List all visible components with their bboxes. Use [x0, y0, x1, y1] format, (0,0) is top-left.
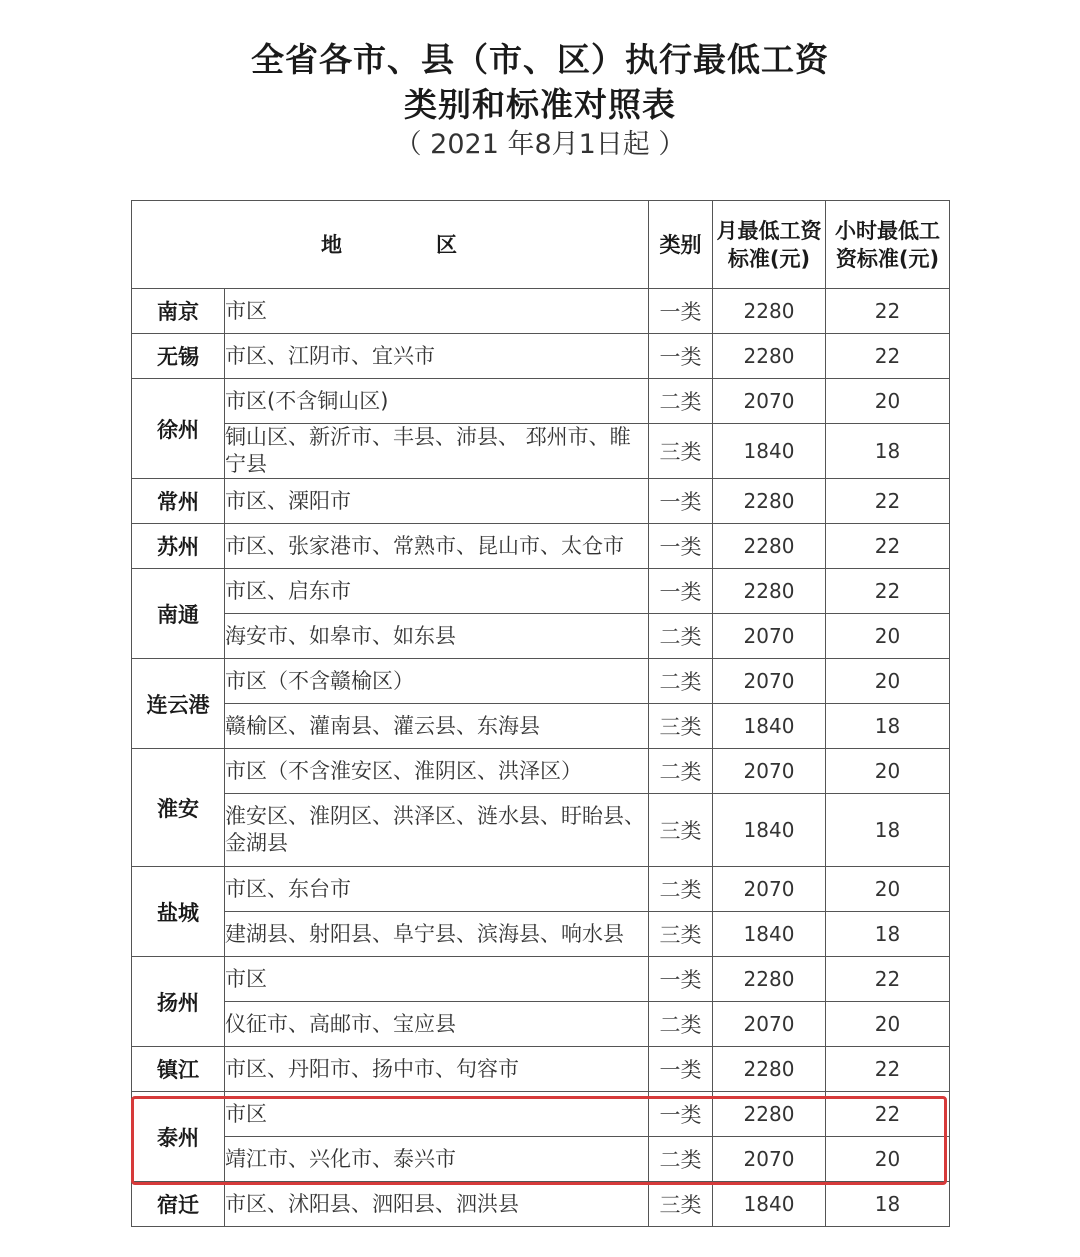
area-list: 市区（不含赣榆区） [225, 659, 649, 704]
header-monthly: 月最低工资标准(元) [713, 201, 826, 289]
monthly-wage-value: 2070 [713, 1137, 826, 1182]
category-value: 一类 [649, 957, 713, 1002]
area-list: 市区、张家港市、常熟市、昆山市、太仓市 [225, 524, 649, 569]
monthly-wage-value: 2070 [713, 379, 826, 424]
area-list: 市区、启东市 [225, 569, 649, 614]
hourly-wage-value: 22 [826, 569, 950, 614]
category-value: 一类 [649, 479, 713, 524]
monthly-wage-value: 2070 [713, 867, 826, 912]
table-row [132, 1002, 950, 1047]
table-row [132, 912, 950, 957]
table-row [132, 334, 950, 379]
table-row [132, 794, 950, 867]
area-list: 市区、沭阳县、泗阳县、泗洪县 [225, 1182, 649, 1227]
highlight-box-taizhou [131, 1096, 947, 1185]
monthly-wage-value: 1840 [713, 424, 826, 479]
city-name: 徐州 [132, 379, 225, 479]
category-value: 二类 [649, 867, 713, 912]
hourly-wage-value: 20 [826, 659, 950, 704]
table-row [132, 704, 950, 749]
table-row [132, 749, 950, 794]
table-row [132, 1047, 950, 1092]
hourly-wage-value: 20 [826, 614, 950, 659]
area-list: 建湖县、射阳县、阜宁县、滨海县、响水县 [225, 912, 649, 957]
category-value: 二类 [649, 659, 713, 704]
area-list: 市区、丹阳市、扬中市、句容市 [225, 1047, 649, 1092]
category-value: 二类 [649, 614, 713, 659]
monthly-wage-value: 2280 [713, 957, 826, 1002]
hourly-wage-value: 20 [826, 749, 950, 794]
area-list: 靖江市、兴化市、泰兴市 [225, 1137, 649, 1182]
city-name: 镇江 [132, 1047, 225, 1092]
hourly-wage-value: 20 [826, 379, 950, 424]
monthly-wage-value: 2280 [713, 1092, 826, 1137]
table-row [132, 379, 950, 424]
city-name: 南通 [132, 569, 225, 659]
monthly-wage-value: 2280 [713, 524, 826, 569]
area-list: 市区 [225, 1092, 649, 1137]
area-list: 市区（不含淮安区、淮阴区、洪泽区） [225, 749, 649, 794]
monthly-wage-value: 2070 [713, 749, 826, 794]
header-hourly: 小时最低工资标准(元) [826, 201, 950, 289]
category-value: 三类 [649, 794, 713, 867]
monthly-wage-value: 2070 [713, 614, 826, 659]
city-name: 宿迁 [132, 1182, 225, 1227]
hourly-wage-value: 22 [826, 1092, 950, 1137]
monthly-wage-value: 2070 [713, 1002, 826, 1047]
hourly-wage-value: 22 [826, 479, 950, 524]
header-category: 类别 [649, 201, 713, 289]
monthly-wage-value: 1840 [713, 704, 826, 749]
hourly-wage-value: 22 [826, 289, 950, 334]
area-list: 仪征市、高邮市、宝应县 [225, 1002, 649, 1047]
monthly-wage-value: 2280 [713, 569, 826, 614]
table-row [132, 479, 950, 524]
hourly-wage-value: 22 [826, 1047, 950, 1092]
category-value: 一类 [649, 524, 713, 569]
monthly-wage-value: 2280 [713, 1047, 826, 1092]
monthly-wage-value: 2280 [713, 334, 826, 379]
city-name: 连云港 [132, 659, 225, 749]
city-name: 南京 [132, 289, 225, 334]
hourly-wage-value: 18 [826, 424, 950, 479]
category-value: 三类 [649, 704, 713, 749]
category-value: 二类 [649, 379, 713, 424]
city-name: 盐城 [132, 867, 225, 957]
area-list: 市区、溧阳市 [225, 479, 649, 524]
hourly-wage-value: 20 [826, 1002, 950, 1047]
hourly-wage-value: 20 [826, 1137, 950, 1182]
table-row [132, 424, 950, 479]
monthly-wage-value: 1840 [713, 794, 826, 867]
category-value: 一类 [649, 289, 713, 334]
area-list: 市区、江阴市、宜兴市 [225, 334, 649, 379]
category-value: 二类 [649, 1002, 713, 1047]
category-value: 一类 [649, 1047, 713, 1092]
area-list: 市区 [225, 289, 649, 334]
hourly-wage-value: 20 [826, 867, 950, 912]
area-list: 海安市、如皋市、如东县 [225, 614, 649, 659]
area-list: 铜山区、新沂市、丰县、沛县、 邳州市、睢宁县 [225, 424, 649, 479]
city-name: 常州 [132, 479, 225, 524]
category-value: 三类 [649, 1182, 713, 1227]
city-name: 苏州 [132, 524, 225, 569]
table-row [132, 659, 950, 704]
hourly-wage-value: 18 [826, 794, 950, 867]
hourly-wage-value: 18 [826, 1182, 950, 1227]
area-list: 市区、东台市 [225, 867, 649, 912]
category-value: 一类 [649, 334, 713, 379]
hourly-wage-value: 22 [826, 524, 950, 569]
city-name: 无锡 [132, 334, 225, 379]
monthly-wage-value: 1840 [713, 912, 826, 957]
hourly-wage-value: 22 [826, 957, 950, 1002]
category-value: 二类 [649, 749, 713, 794]
minimum-wage-table [131, 200, 950, 1227]
table-row [132, 1182, 950, 1227]
city-name: 泰州 [132, 1092, 225, 1182]
table-body [132, 289, 950, 1227]
hourly-wage-value: 18 [826, 704, 950, 749]
table-row [132, 569, 950, 614]
monthly-wage-value: 2070 [713, 659, 826, 704]
monthly-wage-value: 2280 [713, 479, 826, 524]
hourly-wage-value: 22 [826, 334, 950, 379]
page-title-line2: 类别和标准对照表 [404, 85, 676, 124]
table-header-row [132, 201, 950, 289]
header-region: 地 区 [132, 201, 649, 289]
category-value: 三类 [649, 912, 713, 957]
table-row [132, 614, 950, 659]
monthly-wage-value: 1840 [713, 1182, 826, 1227]
table-row [132, 867, 950, 912]
table-row [132, 289, 950, 334]
category-value: 一类 [649, 569, 713, 614]
table-row [132, 957, 950, 1002]
area-list: 市区 [225, 957, 649, 1002]
area-list: 淮安区、淮阴区、洪泽区、涟水县、盱眙县、金湖县 [225, 794, 649, 867]
city-name: 扬州 [132, 957, 225, 1047]
category-value: 三类 [649, 424, 713, 479]
category-value: 二类 [649, 1137, 713, 1182]
area-list: 市区(不含铜山区) [225, 379, 649, 424]
page-title-line1: 全省各市、县（市、区）执行最低工资 [251, 40, 829, 79]
monthly-wage-value: 2280 [713, 289, 826, 334]
category-value: 一类 [649, 1092, 713, 1137]
area-list: 赣榆区、灌南县、灌云县、东海县 [225, 704, 649, 749]
city-name: 淮安 [132, 749, 225, 867]
table-row [132, 524, 950, 569]
hourly-wage-value: 18 [826, 912, 950, 957]
page-subtitle: （ 2021 年8月1日起 ） [394, 129, 686, 160]
